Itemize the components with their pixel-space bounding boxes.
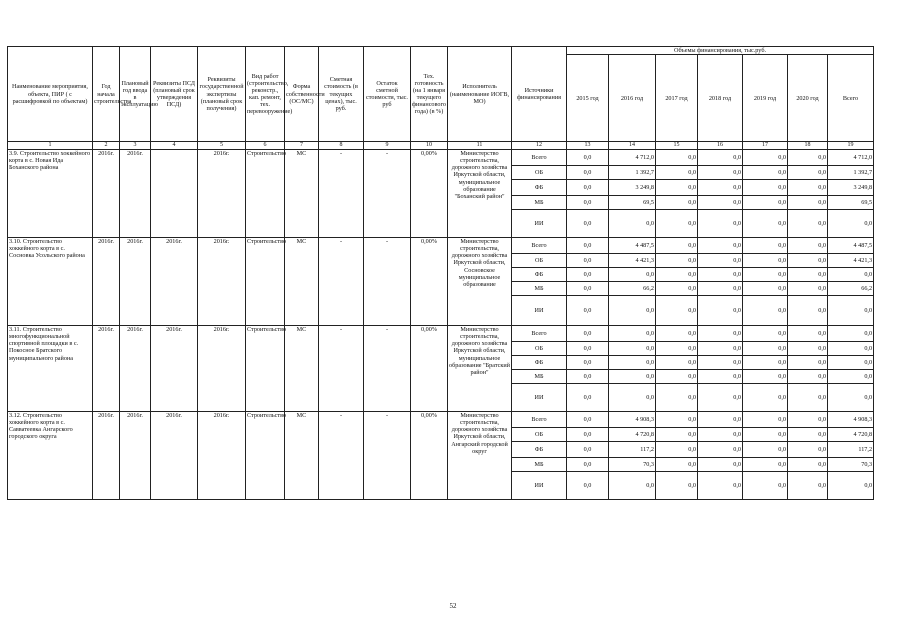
header-2019: 2019 год	[743, 55, 788, 142]
psd-date: 2016г.	[151, 238, 198, 326]
value-y2020: 0,0	[788, 210, 828, 238]
value-total: 0,0	[828, 384, 874, 412]
value-y2016: 4 720,8	[609, 428, 656, 442]
header-executor: Исполнитель (наименование ИОГВ, МО)	[448, 47, 512, 142]
value-total: 69,5	[828, 196, 874, 210]
value-y2018: 0,0	[698, 296, 743, 326]
value-y2019: 0,0	[743, 442, 788, 458]
table-body	[8, 150, 874, 500]
header-estimate: Сметная стоимость (в текущих ценах), тыс. руб.	[319, 47, 364, 142]
funding-source: Всего	[512, 150, 567, 166]
header-2016: 2016 год	[609, 55, 656, 142]
value-y2019: 0,0	[743, 356, 788, 370]
value-y2019: 0,0	[743, 166, 788, 180]
header-2015: 2015 год	[567, 55, 609, 142]
value-y2015: 0,0	[567, 370, 609, 384]
header-year-plan: Плановый год ввода в эксплуатацию	[120, 47, 151, 142]
work-type: Строительство	[246, 150, 285, 238]
column-number: 12	[512, 142, 567, 150]
table-row	[8, 412, 874, 428]
value-y2018: 0,0	[698, 282, 743, 296]
psd-date: 2016г.	[151, 326, 198, 412]
column-number: 19	[828, 142, 874, 150]
column-number: 14	[609, 142, 656, 150]
value-y2017: 0,0	[656, 268, 698, 282]
estimate: -	[319, 238, 364, 326]
value-y2018: 0,0	[698, 472, 743, 500]
value-y2017: 0,0	[656, 342, 698, 356]
value-y2016: 0,0	[609, 296, 656, 326]
value-y2016: 0,0	[609, 326, 656, 342]
value-y2018: 0,0	[698, 326, 743, 342]
column-number: 16	[698, 142, 743, 150]
value-total: 4 720,8	[828, 428, 874, 442]
value-y2016: 69,5	[609, 196, 656, 210]
value-y2015: 0,0	[567, 196, 609, 210]
year-start: 2016г.	[93, 412, 120, 500]
value-y2017: 0,0	[656, 180, 698, 196]
readiness: 0,00%	[411, 150, 448, 238]
column-number: 18	[788, 142, 828, 150]
remainder: -	[364, 326, 411, 412]
value-y2019: 0,0	[743, 458, 788, 472]
value-y2020: 0,0	[788, 268, 828, 282]
value-total: 1 392,7	[828, 166, 874, 180]
value-y2015: 0,0	[567, 442, 609, 458]
value-y2020: 0,0	[788, 472, 828, 500]
estimate: -	[319, 150, 364, 238]
value-y2015: 0,0	[567, 210, 609, 238]
column-number: 2	[93, 142, 120, 150]
funding-source: Всего	[512, 326, 567, 342]
funding-source: ФБ	[512, 180, 567, 196]
value-y2015: 0,0	[567, 458, 609, 472]
value-y2016: 0,0	[609, 472, 656, 500]
executor: Министерство строительства, дорожного хозяйства Иркутской области, Сосновское муниципальное образование	[448, 238, 512, 326]
value-y2017: 0,0	[656, 370, 698, 384]
value-y2020: 0,0	[788, 254, 828, 268]
value-y2015: 0,0	[567, 356, 609, 370]
value-y2016: 3 249,8	[609, 180, 656, 196]
value-y2017: 0,0	[656, 412, 698, 428]
funding-source: МБ	[512, 282, 567, 296]
funding-source: МБ	[512, 458, 567, 472]
column-number: 13	[567, 142, 609, 150]
value-y2016: 4 908,3	[609, 412, 656, 428]
header-sources: Источники финансирования	[512, 47, 567, 142]
column-number: 11	[448, 142, 512, 150]
header-total: Всего	[828, 55, 874, 142]
funding-source: ОБ	[512, 166, 567, 180]
value-y2018: 0,0	[698, 268, 743, 282]
year-plan: 2016г.	[120, 150, 151, 238]
value-y2019: 0,0	[743, 472, 788, 500]
value-y2017: 0,0	[656, 166, 698, 180]
value-total: 4 487,5	[828, 238, 874, 254]
readiness: 0,00%	[411, 326, 448, 412]
funding-source: ИИ	[512, 472, 567, 500]
value-y2016: 0,0	[609, 356, 656, 370]
value-y2018: 0,0	[698, 166, 743, 180]
value-y2017: 0,0	[656, 150, 698, 166]
value-y2020: 0,0	[788, 238, 828, 254]
value-y2018: 0,0	[698, 342, 743, 356]
value-y2017: 0,0	[656, 254, 698, 268]
value-y2019: 0,0	[743, 196, 788, 210]
value-y2017: 0,0	[656, 210, 698, 238]
ownership: МС	[285, 412, 319, 500]
value-y2018: 0,0	[698, 356, 743, 370]
header-name: Наименование мероприятия, объекта, ПИР ( с расшифровкой по объектам)	[8, 47, 93, 142]
table-row	[8, 150, 874, 166]
header-psd: Реквизиты ПСД (плановый срок утверждения ПСД)	[151, 47, 198, 142]
value-y2020: 0,0	[788, 342, 828, 356]
value-y2020: 0,0	[788, 370, 828, 384]
value-y2016: 4 421,3	[609, 254, 656, 268]
ownership: МС	[285, 238, 319, 326]
funding-source: Всего	[512, 412, 567, 428]
value-y2017: 0,0	[656, 458, 698, 472]
funding-source: МБ	[512, 370, 567, 384]
work-type: Строительство	[246, 238, 285, 326]
readiness: 0,00%	[411, 238, 448, 326]
value-total: 117,2	[828, 442, 874, 458]
funding-source: ИИ	[512, 210, 567, 238]
column-number: 10	[411, 142, 448, 150]
header-expertise: Реквизиты государственной экспертизы (плановый срок получения)	[198, 47, 246, 142]
funding-source: ФБ	[512, 268, 567, 282]
value-y2019: 0,0	[743, 342, 788, 356]
value-y2019: 0,0	[743, 282, 788, 296]
value-total: 0,0	[828, 472, 874, 500]
remainder: -	[364, 412, 411, 500]
header-2020: 2020 год	[788, 55, 828, 142]
value-total: 0,0	[828, 210, 874, 238]
remainder: -	[364, 238, 411, 326]
value-total: 0,0	[828, 326, 874, 342]
value-total: 66,2	[828, 282, 874, 296]
value-y2015: 0,0	[567, 296, 609, 326]
column-number: 3	[120, 142, 151, 150]
remainder: -	[364, 150, 411, 238]
value-y2020: 0,0	[788, 150, 828, 166]
value-y2015: 0,0	[567, 282, 609, 296]
executor: Министерство строительства, дорожного хозяйства Иркутской области, муниципальное образование "Боханский район"	[448, 150, 512, 238]
value-y2019: 0,0	[743, 326, 788, 342]
year-start: 2016г.	[93, 326, 120, 412]
value-y2020: 0,0	[788, 384, 828, 412]
table-row	[8, 326, 874, 342]
value-total: 4 712,0	[828, 150, 874, 166]
funding-source: ОБ	[512, 342, 567, 356]
value-y2016: 70,3	[609, 458, 656, 472]
value-y2020: 0,0	[788, 166, 828, 180]
funding-source: ИИ	[512, 296, 567, 326]
value-y2018: 0,0	[698, 196, 743, 210]
value-y2017: 0,0	[656, 296, 698, 326]
value-y2019: 0,0	[743, 268, 788, 282]
executor: Министерство строительства, дорожного хозяйства Иркутской области, муниципальное образование "Братский район"	[448, 326, 512, 412]
expertise-date: 2016г.	[198, 238, 246, 326]
header-work-type: Вид работ (строительство, реконстр., кап. ремонт, тех. перевооружение)	[246, 47, 285, 142]
value-total: 4 908,3	[828, 412, 874, 428]
value-y2018: 0,0	[698, 442, 743, 458]
table-row	[8, 238, 874, 254]
header-financing: Объемы финансирования, тыс.руб.	[567, 47, 874, 55]
value-y2019: 0,0	[743, 180, 788, 196]
year-start: 2016г.	[93, 238, 120, 326]
value-y2018: 0,0	[698, 238, 743, 254]
estimate: -	[319, 412, 364, 500]
value-y2018: 0,0	[698, 150, 743, 166]
funding-source: МБ	[512, 196, 567, 210]
column-numbers-row	[8, 142, 874, 150]
value-total: 0,0	[828, 370, 874, 384]
value-y2016: 0,0	[609, 210, 656, 238]
page-number: 52	[449, 602, 457, 610]
value-y2020: 0,0	[788, 442, 828, 458]
estimate: -	[319, 326, 364, 412]
value-y2020: 0,0	[788, 282, 828, 296]
value-y2020: 0,0	[788, 412, 828, 428]
funding-source: ИИ	[512, 384, 567, 412]
funding-source: ФБ	[512, 442, 567, 458]
header-2018: 2018 год	[698, 55, 743, 142]
value-y2020: 0,0	[788, 296, 828, 326]
value-y2015: 0,0	[567, 238, 609, 254]
object-name: 3.12. Строительство хоккейного корта в с. Савватеевка Ангарского городского округа	[8, 412, 93, 500]
column-number: 9	[364, 142, 411, 150]
value-y2017: 0,0	[656, 472, 698, 500]
value-y2015: 0,0	[567, 180, 609, 196]
value-y2017: 0,0	[656, 428, 698, 442]
value-y2017: 0,0	[656, 384, 698, 412]
value-y2015: 0,0	[567, 384, 609, 412]
value-y2017: 0,0	[656, 356, 698, 370]
value-y2016: 0,0	[609, 384, 656, 412]
value-y2019: 0,0	[743, 384, 788, 412]
ownership: МС	[285, 150, 319, 238]
value-total: 0,0	[828, 296, 874, 326]
funding-source: ОБ	[512, 428, 567, 442]
value-y2019: 0,0	[743, 254, 788, 268]
object-name: 3.11. Строительство многофункциональной спортивной площадки в с. Покосное Братского муниципального района	[8, 326, 93, 412]
column-number: 7	[285, 142, 319, 150]
column-number: 8	[319, 142, 364, 150]
value-y2018: 0,0	[698, 254, 743, 268]
header-ownership: Форма собственности (ОС/МС)	[285, 47, 319, 142]
object-name: 3.9. Строительство хоккейного корта в с. Новая Ида Боханского района	[8, 150, 93, 238]
value-y2019: 0,0	[743, 210, 788, 238]
value-y2020: 0,0	[788, 458, 828, 472]
value-y2017: 0,0	[656, 282, 698, 296]
value-y2018: 0,0	[698, 458, 743, 472]
value-y2019: 0,0	[743, 150, 788, 166]
year-plan: 2016г.	[120, 238, 151, 326]
value-y2015: 0,0	[567, 268, 609, 282]
year-plan: 2016г.	[120, 326, 151, 412]
column-number: 5	[198, 142, 246, 150]
value-total: 70,3	[828, 458, 874, 472]
value-total: 0,0	[828, 268, 874, 282]
value-y2020: 0,0	[788, 196, 828, 210]
value-y2015: 0,0	[567, 326, 609, 342]
value-y2020: 0,0	[788, 356, 828, 370]
value-y2016: 66,2	[609, 282, 656, 296]
column-number: 1	[8, 142, 93, 150]
value-y2018: 0,0	[698, 180, 743, 196]
value-total: 0,0	[828, 356, 874, 370]
value-y2015: 0,0	[567, 166, 609, 180]
value-y2017: 0,0	[656, 326, 698, 342]
value-y2019: 0,0	[743, 238, 788, 254]
psd-date: 2016г.	[151, 412, 198, 500]
value-y2018: 0,0	[698, 412, 743, 428]
value-y2015: 0,0	[567, 472, 609, 500]
header-readiness: Тех. готовность (на 1 января текущего финансового года) (в %)	[411, 47, 448, 142]
value-y2019: 0,0	[743, 412, 788, 428]
value-y2019: 0,0	[743, 370, 788, 384]
funding-source: ОБ	[512, 254, 567, 268]
column-number: 15	[656, 142, 698, 150]
value-total: 3 249,8	[828, 180, 874, 196]
object-name: 3.10. Строительство хоккейного корта в с. Сосновка Усольского района	[8, 238, 93, 326]
value-y2017: 0,0	[656, 196, 698, 210]
value-y2018: 0,0	[698, 384, 743, 412]
column-number: 6	[246, 142, 285, 150]
value-y2016: 4 487,5	[609, 238, 656, 254]
header-2017: 2017 год	[656, 55, 698, 142]
value-y2015: 0,0	[567, 150, 609, 166]
value-y2016: 0,0	[609, 370, 656, 384]
work-type: Строительство	[246, 412, 285, 500]
value-y2018: 0,0	[698, 370, 743, 384]
value-y2017: 0,0	[656, 442, 698, 458]
work-type: Строительство	[246, 326, 285, 412]
financing-table	[7, 46, 874, 500]
value-y2019: 0,0	[743, 428, 788, 442]
value-y2020: 0,0	[788, 428, 828, 442]
value-y2015: 0,0	[567, 342, 609, 356]
column-number: 4	[151, 142, 198, 150]
psd-date	[151, 150, 198, 238]
value-y2016: 0,0	[609, 268, 656, 282]
year-plan: 2016г.	[120, 412, 151, 500]
value-y2017: 0,0	[656, 238, 698, 254]
expertise-date: 2016г.	[198, 150, 246, 238]
value-y2020: 0,0	[788, 180, 828, 196]
value-y2016: 4 712,0	[609, 150, 656, 166]
column-number: 17	[743, 142, 788, 150]
funding-source: Всего	[512, 238, 567, 254]
executor: Министерство строительства, дорожного хозяйства Иркутской области, Ангарский городской округ	[448, 412, 512, 500]
ownership: МС	[285, 326, 319, 412]
value-y2015: 0,0	[567, 428, 609, 442]
funding-source: ФБ	[512, 356, 567, 370]
value-total: 0,0	[828, 342, 874, 356]
year-start: 2016г.	[93, 150, 120, 238]
value-total: 4 421,3	[828, 254, 874, 268]
value-y2015: 0,0	[567, 412, 609, 428]
expertise-date: 2016г.	[198, 412, 246, 500]
value-y2016: 117,2	[609, 442, 656, 458]
value-y2019: 0,0	[743, 296, 788, 326]
expertise-date: 2016г.	[198, 326, 246, 412]
value-y2020: 0,0	[788, 326, 828, 342]
value-y2016: 1 392,7	[609, 166, 656, 180]
readiness: 0,00%	[411, 412, 448, 500]
value-y2018: 0,0	[698, 428, 743, 442]
value-y2016: 0,0	[609, 342, 656, 356]
header-remainder: Остаток сметной стоимости, тыс. руб	[364, 47, 411, 142]
value-y2015: 0,0	[567, 254, 609, 268]
value-y2018: 0,0	[698, 210, 743, 238]
header-year-start: Год начала строительства	[93, 47, 120, 142]
